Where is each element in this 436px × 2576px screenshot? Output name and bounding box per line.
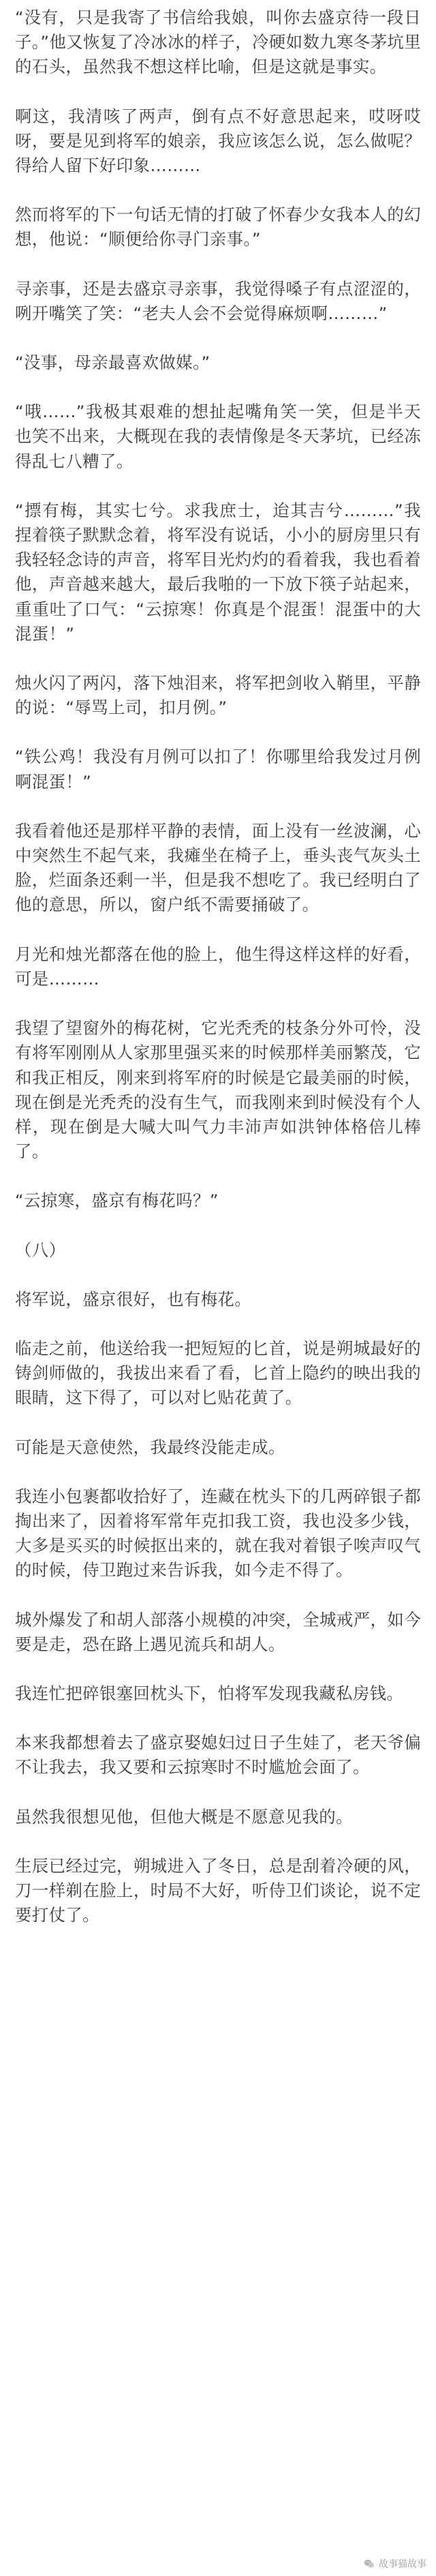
paragraph: “哦……”我极其艰难的想扯起嘴角笑一笑，但是半天也笑不出来，大概现在我的表情像是冬天茅坑，已经冻得乱七八糟了。 bbox=[15, 402, 421, 471]
paragraph: 虽然我很想见他，但他大概是不愿意见我的。 bbox=[15, 1806, 353, 1827]
paragraph: “没事，母亲最喜欢做媒。” bbox=[15, 353, 211, 373]
source-watermark bbox=[364, 2557, 426, 2571]
paragraph: “云掠寒，盛京有梅花吗？” bbox=[15, 1190, 219, 1211]
paragraph: 啊这，我清咳了两声，倒有点不好意思起来，哎呀哎呀，要是见到将军的娘亲，我应该怎么说，怎么做呢？得给人留下好印象……… bbox=[15, 106, 421, 176]
paragraph: 本来我都想着去了盛京娶媳妇过日子生娃了，老天爷偏不让我去，我又要和云掠寒时不时尴尬会面了。 bbox=[15, 1733, 421, 1778]
paragraph: 可能是天意使然，我最终没能走成。 bbox=[15, 1437, 285, 1457]
paragraph: “没有，只是我寄了书信给我娘，叫你去盛京待一段日子。”他又恢复了冷冰冰的样子，冷硬如数九寒冬茅坑里的石头，虽然我不想这样比喻，但是这就是事实。 bbox=[15, 8, 421, 77]
paragraph: 月光和烛光都落在他的脸上，他生得这样这样的好看，可是……… bbox=[15, 944, 421, 989]
paragraph: 我连小包裹都收拾好了，连藏在枕头下的几两碎银子都掏出来了，因着将军常年克扣我工资，我也没多少钱，大多是买买的时候抠出来的，就在我对着银子唉声叹气的时候，侍卫跑过来告诉我，如今走不得了。 bbox=[15, 1486, 421, 1581]
paragraph: 我看着他还是那样平静的表情，面上没有一丝波澜，心中突然生不起气来，我瘫坐在椅子上，垂头丧气灰头土脸，烂面条还剩一半，但是我不想吃了。我已经明白了他的意思，所以，窗户纸不需要捅破了。 bbox=[15, 820, 421, 915]
paragraph: 烛火闪了两闪，落下烛泪来，将军把剑收入鞘里，平静的说：“辱骂上司，扣月例。” bbox=[15, 673, 421, 718]
watermark-text: 故事猫故事 bbox=[379, 2559, 426, 2570]
paragraph: 生辰已经过完，朔城进入了冬日，总是刮着冷硬的风，刀一样剃在脸上，时局不大好，听侍卫们谈论，说不定要打仗了。 bbox=[15, 1855, 421, 1926]
paragraph: 我望了望窗外的梅花树，它光秃秃的枝条分外可怜，没有将军刚刚从人家那里强买来的时候那样美丽繁茂，它和我正相反，刚来到将军府的时候是它最美丽的时候，现在倒是光秃秃的没有生气，而我刚来到时候没有个人样，现在倒是大喊大叫气力丰沛声如洪钟体格倍儿棒了。 bbox=[15, 1018, 421, 1162]
paragraph: 然而将军的下一句话无情的打破了怀春少女我本人的幻想，他说：“顺便给你寻门亲事。” bbox=[15, 205, 421, 250]
chapter-heading: （八） bbox=[15, 1240, 66, 1260]
article-body bbox=[15, 5, 421, 1952]
paragraph: “摽有梅，其实七兮。求我庶士，迨其吉兮………”我捏着筷子默默念着，将军没有说话，小小的厨房里只有我轻轻念诗的声音，将军目光灼灼的看着我，我也看着他，声音越来越大，最后我啪的一下放下筷子站起来，重重吐了口气：“云掠寒！你真是个混蛋！混蛋中的大混蛋！” bbox=[15, 500, 421, 644]
wechat-icon bbox=[364, 2558, 375, 2569]
paragraph: 我连忙把碎银塞回枕头下，怕将军发现我藏私房钱。 bbox=[15, 1683, 404, 1703]
paragraph: 临走之前，他送给我一把短短的匕首，说是朔城最好的铸剑师做的，我拔出来看了看，匕首上隐约的映出我的眼睛，这下得了，可以对匕贴花黄了。 bbox=[15, 1338, 421, 1408]
paragraph: 将军说，盛京很好，也有梅花。 bbox=[15, 1289, 252, 1309]
paragraph: 城外爆发了和胡人部落小规模的冲突，全城戒严，如今要是走，恐在路上遇见流兵和胡人。 bbox=[15, 1609, 421, 1654]
paragraph: “铁公鸡！我没有月例可以扣了！你哪里给我发过月例啊混蛋！” bbox=[15, 747, 421, 792]
paragraph: 寻亲事，还是去盛京寻亲事，我觉得嗓子有点涩涩的，咧开嘴笑了笑：“老夫人会不会觉得麻烦啊………” bbox=[15, 278, 421, 323]
